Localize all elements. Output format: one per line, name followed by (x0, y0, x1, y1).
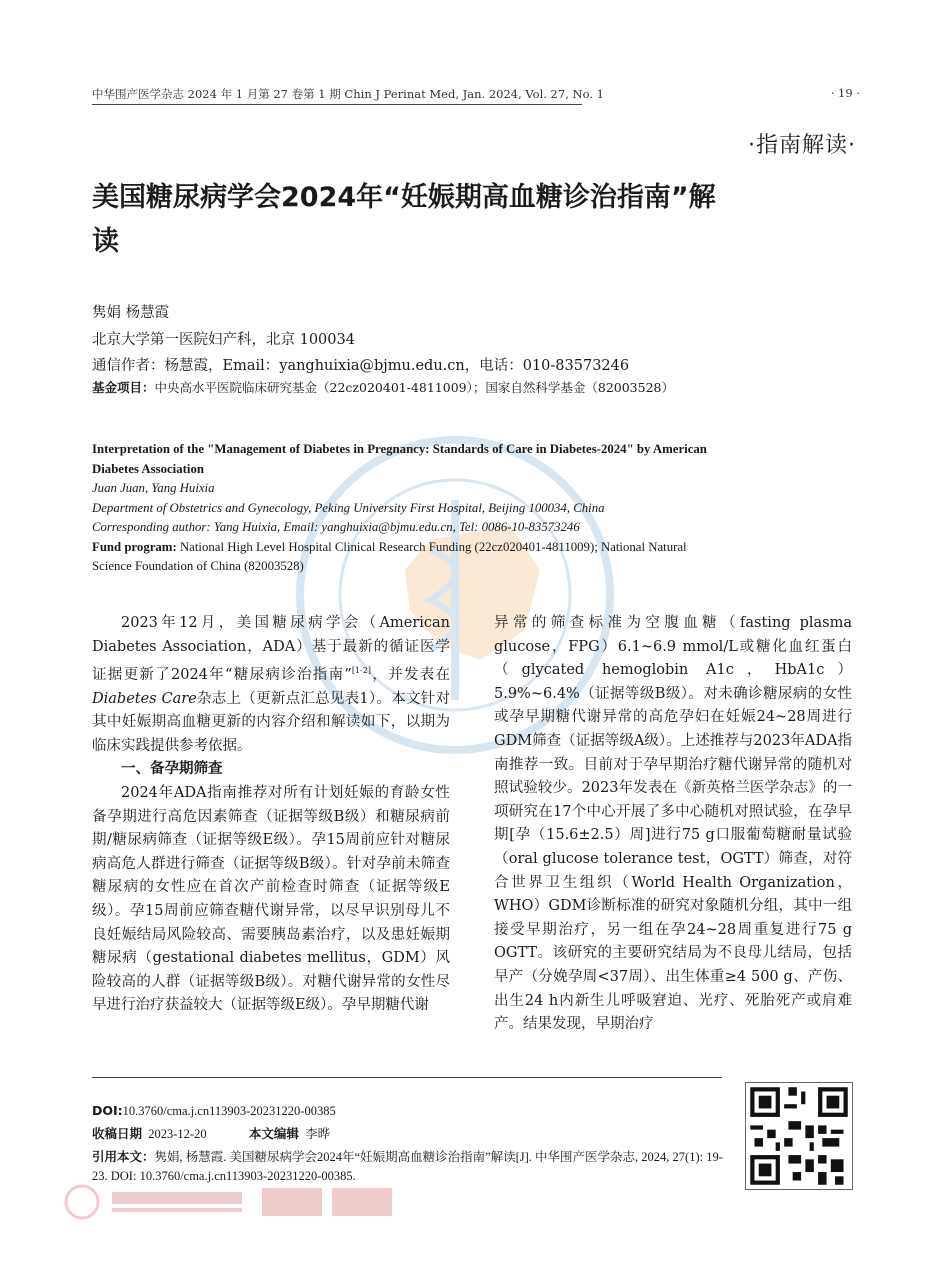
editor-label: 本文编辑 (248, 1126, 299, 1141)
body-left-column (92, 612, 450, 1018)
article-title: 美国糖尿病学会2024年“妊娠期高血糖诊治指南”解读 (92, 182, 716, 257)
doi-value[interactable]: 10.3760/cma.j.cn113903-20231220-00385 (122, 1104, 336, 1118)
doi-line (92, 1101, 336, 1121)
fund-text: 中央高水平医院临床研究基金（22cz020401-4811009）；国家自然科学基金（82003528） (154, 380, 674, 395)
intro-paragraph (92, 612, 450, 758)
intro-text-3: 杂志上（更新点汇总见表1）。本文针对其中妊娠期高血糖更新的内容介绍和解读如下，以期为临床实践提供参考依据。 (92, 690, 450, 754)
right-paragraph: 异常的筛查标准为空腹血糖（fasting plasma glucose，FPG）6.1~6.9 mmol/L或糖化血红蛋白（glycated hemoglobin A1c，HbA1c）5.9%~6.4%（证据等级B级）。对未确诊糖尿病的女性或孕早期糖代谢异常的高危孕妇在妊娠24~28周进行GDM筛查（证据等级A级）。上述推荐与2023年ADA指南推荐一致。目前对于孕早期治疗糖代谢异常的随机对照试验较少。2023年发表在《新英格兰医学杂志》的一项研究在17个中心开展了多中心随机对照试验，在孕早期[孕（15.6±2.5）周]进行75 g口服葡萄糖耐量试验（oral glucose tolerance test，OGTT）筛查，对符合世界卫生组织（World Health Organization，WHO）GDM诊断标准的研究对象随机分组，其中一组接受早期治疗，另一组在孕24~28周重复进行75 g OGTT。该研究的主要研究结局为不良母儿结局，包括早产（分娩孕周<37周）、出生体重≥4 500 g、产伤、出生24 h内新生儿呼吸窘迫、光疗、死胎死产或肩难产。结果发现，早期治疗 (494, 615, 852, 1033)
section-heading: 一、备孕期筛查 (121, 761, 223, 778)
english-corresponding: Corresponding author: Yang Huixia, Email: yanghuixia@bjmu.edu.cn, Tel: 0086-10-83573246 (92, 520, 580, 534)
english-fund (92, 538, 712, 577)
qr-code-icon[interactable] (745, 1082, 853, 1190)
footer-rule (92, 1077, 722, 1078)
received-line (92, 1124, 330, 1144)
header-rule (92, 104, 582, 105)
section1-paragraph: 2024年ADA指南推荐对所有计划妊娠的育龄女性备孕期进行高危因素筛查（证据等级B级）和糖尿病前期/糖尿病筛查（证据等级E级）。孕15周前应针对糖尿病高危人群进行筛查（证据等级B级）。针对孕前未筛查糖尿病的女性应在首次产前检查时筛查（证据等级E级）。孕15周前应筛查糖代谢异常，以尽早识别母儿不良妊娠结局风险较高、需要胰岛素治疗，以及患妊娠期糖尿病（gestational diabetes mellitus，GDM）风险较高的人群（证据等级B级）。对糖代谢异常的女性尽早进行治疗获益较大（证据等级E级）。孕早期糖代谢 (92, 784, 450, 1014)
affiliation: 北京大学第一医院妇产科，北京 100034 (92, 332, 355, 348)
journal-info: 中华围产医学杂志 2024 年 1 月第 27 卷第 1 期 Chin J Perinat Med, Jan. 2024, Vol. 27, No. 1 (92, 87, 604, 101)
page-number: · 19 · (830, 86, 860, 100)
authors: 隽娟 杨慧霞 (92, 305, 170, 321)
fund-cn (92, 378, 674, 396)
intro-text-1: 2023年12月，美国糖尿病学会（American Diabetes Association，ADA）基于最新的循证医学证据更新了2024年“糖尿病诊治指南” (92, 615, 450, 684)
citation-label: 引用本文： (92, 1149, 155, 1164)
intro-text-2: ，并发表在 (370, 667, 451, 684)
column-tag: ·指南解读· (748, 133, 856, 158)
corresponding-author: 通信作者：杨慧霞，Email：yanghuixia@bjmu.edu.cn，电话：010-83573246 (92, 358, 630, 374)
english-title: Interpretation of the "Management of Diabetes in Pregnancy: Standards of Care in Diabetes-2024" by American Diabetes Association (92, 442, 707, 476)
english-authors: Juan Juan, Yang Huixia (92, 481, 215, 495)
english-fund-label: Fund program: (92, 539, 177, 554)
journal-name: Diabetes Care (92, 690, 197, 707)
received-date: 2023-12-20 (148, 1127, 207, 1141)
english-fund-text: National High Level Hospital Clinical Research Funding (22cz020401-4811009); National Natural Science Foundation of China (82003528) (92, 539, 687, 573)
english-affiliation: Department of Obstetrics and Gynecology, Peking University First Hospital, Beijing 100034, China (92, 500, 605, 515)
english-abstract-block (92, 440, 712, 577)
citation-line (92, 1147, 728, 1186)
received-label: 收稿日期 (92, 1126, 143, 1141)
doi-label: DOI: (92, 1103, 123, 1118)
publisher-logo (62, 1182, 452, 1222)
body-right-column (494, 612, 852, 1037)
editor-name: 李晔 (305, 1127, 331, 1141)
citation-text: 隽娟, 杨慧霞. 美国糖尿病学会2024年“妊娠期高血糖诊治指南”解读[J]. 中华围产医学杂志, 2024, 27(1): 19-23. DOI: 10.3760/cma.j.cn113903-20231220-00385. (92, 1150, 723, 1183)
citation-ref[interactable]: [1-2] (351, 666, 371, 676)
fund-label: 基金项目： (92, 380, 155, 395)
